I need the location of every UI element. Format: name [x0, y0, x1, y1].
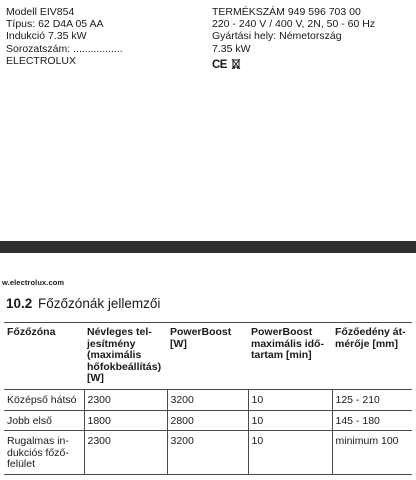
header-cooking-zone: Főzőzóna	[4, 323, 84, 390]
cell-zone: Középső hátsó	[4, 389, 84, 410]
cell-powerboost: 3200	[167, 431, 248, 475]
induction-power-line: Indukció 7.35 kW	[6, 30, 87, 43]
cell-duration: 10	[248, 410, 332, 431]
cell-duration: 10	[248, 431, 332, 475]
cell-nominal-power: 2300	[84, 431, 167, 475]
ce-mark: CE	[212, 59, 227, 72]
header-powerboost: PowerBoost [W]	[167, 323, 248, 390]
certification-marks	[212, 58, 375, 73]
cell-powerboost: 3200	[167, 389, 248, 410]
header-cookware-diameter: Főzőedény átmérője [mm]	[332, 323, 412, 390]
cell-zone: Rugalmas indukciós főzőfelület	[4, 431, 84, 475]
cooking-zones-table	[4, 322, 412, 475]
cell-diameter: minimum 100	[332, 431, 412, 475]
total-power-line: 7.35 kW	[212, 42, 251, 55]
crossed-out-wheelie-bin-icon	[231, 58, 241, 73]
model-line: Modell EIV854	[6, 6, 75, 18]
cell-nominal-power: 1800	[84, 410, 167, 431]
page-footer-band	[0, 241, 416, 253]
cell-diameter: 145 - 180	[332, 410, 412, 431]
type-line: Típus: 62 D4A 05 AA	[6, 18, 104, 31]
section-title: Főzőzónák jellemzői	[38, 296, 161, 311]
header-powerboost-duration: PowerBoost maximális időtartam [min]	[248, 323, 332, 390]
header-nominal-power: Névleges teljesítmény (maximális hőfokbeállítás) [W]	[84, 323, 167, 390]
cell-powerboost: 2800	[167, 410, 248, 431]
cell-duration: 10	[248, 389, 332, 410]
product-number-line: TERMÉKSZÁM 949 596 703 00	[212, 6, 361, 18]
section-number: 10.2	[6, 296, 33, 311]
brand-line: ELECTROLUX	[6, 54, 77, 67]
voltage-line: 220 - 240 V / 400 V, 2N, 50 - 60 Hz	[212, 18, 376, 31]
table-row	[4, 431, 412, 475]
rating-plate-left	[6, 6, 123, 67]
cell-nominal-power: 2300	[84, 389, 167, 410]
serial-number-line: Sorozatszám: .................	[6, 42, 123, 55]
table-header-row	[4, 323, 412, 390]
rating-plate-right	[212, 6, 375, 73]
manufacture-place-line: Gyártási hely: Németország	[212, 30, 342, 43]
table-row	[4, 410, 412, 431]
cell-zone: Jobb első	[4, 410, 84, 431]
cell-diameter: 125 - 210	[332, 389, 412, 410]
table-row	[4, 389, 412, 410]
section-heading	[6, 296, 160, 311]
website-header: w.electrolux.com	[2, 278, 65, 287]
